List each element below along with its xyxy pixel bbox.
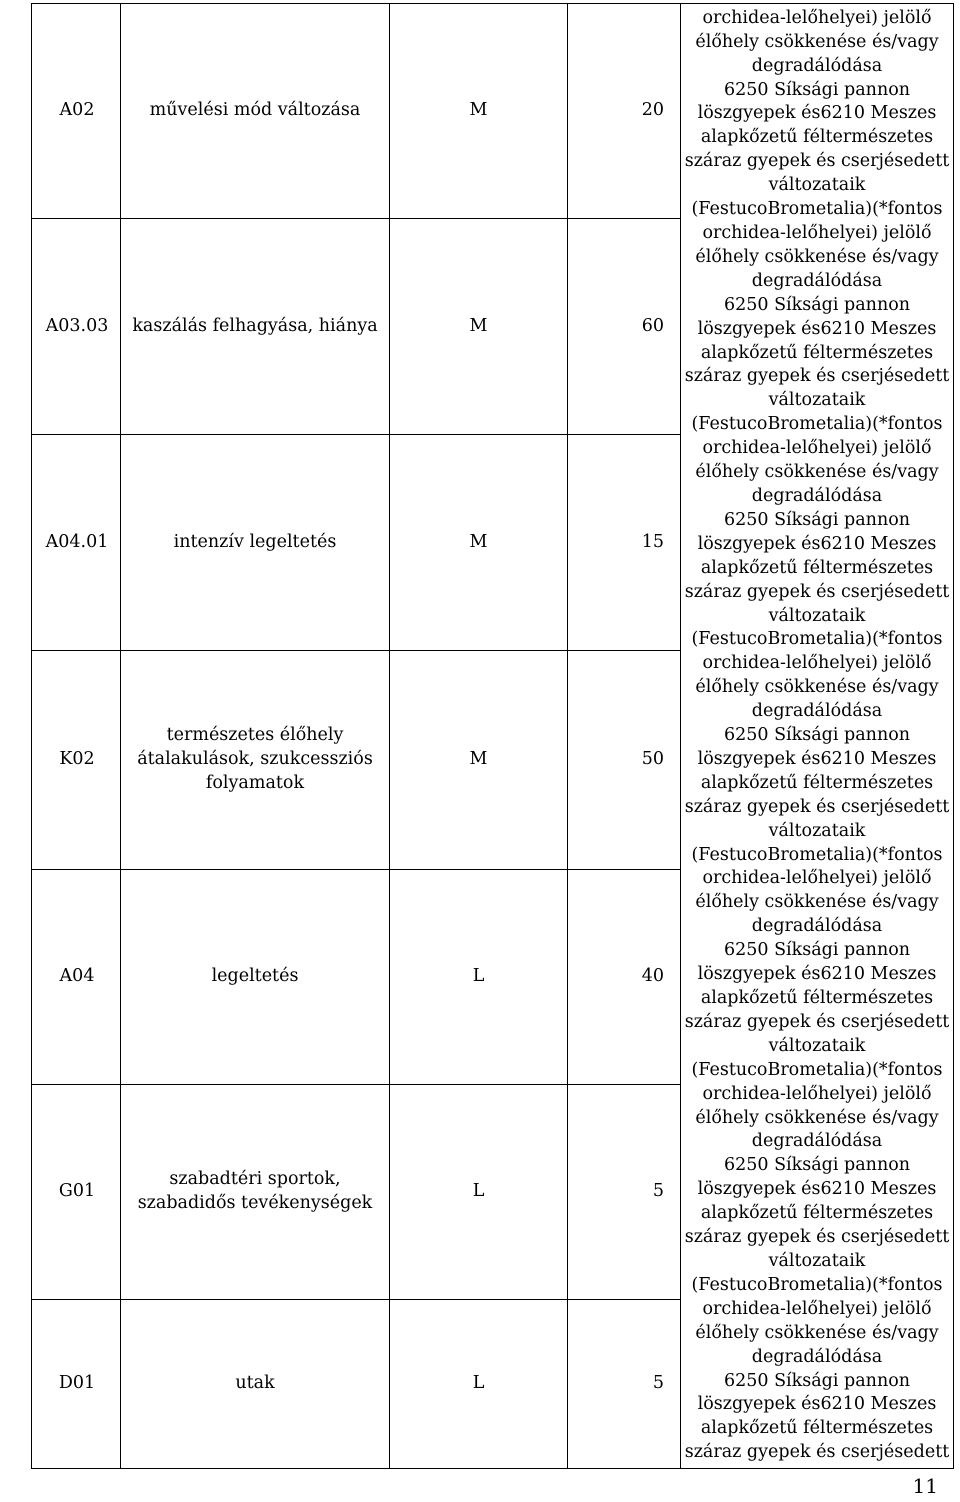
- habitat-text-line: 6250 Síksági pannon: [723, 1370, 911, 1391]
- habitat-text-line: élőhely csökkenése és/vagy: [695, 1322, 939, 1343]
- threat-percent-cell: [568, 1300, 681, 1469]
- threat-code-cell: [32, 651, 121, 870]
- threat-rank: L: [472, 966, 485, 987]
- habitat-text-line: löszgyepek és6210 Meszes: [697, 1179, 937, 1200]
- threat-percent-cell: [568, 219, 681, 435]
- threat-description: utak: [235, 1373, 275, 1394]
- habitat-text-line: száraz gyepek és cserjésedett: [684, 581, 950, 602]
- habitat-text-line: alapkőzetű féltermészetes: [700, 1203, 934, 1224]
- habitat-text-line: változataik: [768, 605, 866, 626]
- habitat-text-line: degradálódása: [751, 270, 883, 291]
- threat-code-cell: [32, 4, 121, 219]
- threat-percent: 20: [641, 100, 664, 121]
- threat-percent: 5: [652, 1373, 664, 1394]
- habitat-text-line: degradálódása: [751, 485, 883, 506]
- threat-percent: 60: [641, 315, 664, 336]
- habitat-text-line: alapkőzetű féltermészetes: [700, 988, 934, 1009]
- threat-description-cell: [121, 1300, 390, 1469]
- habitat-text-line: (FestucoBrometalia)(*fontos: [691, 1274, 943, 1295]
- affected-habitats-text: [681, 7, 953, 1465]
- habitat-text-line: 6250 Síksági pannon: [723, 725, 911, 746]
- threat-description: legeltetés: [211, 966, 299, 987]
- threat-rank-cell: [390, 870, 568, 1085]
- habitat-text-line: orchidea-lelőhelyei) jelölő: [702, 223, 932, 244]
- affected-habitats-cell: [681, 4, 954, 1469]
- threat-rank-cell: [390, 651, 568, 870]
- threat-rank-cell: [390, 1085, 568, 1300]
- habitat-text-line: löszgyepek és6210 Meszes: [697, 318, 937, 339]
- habitat-text-line: alapkőzetű féltermészetes: [700, 127, 934, 148]
- threat-description-cell: [121, 651, 390, 870]
- habitat-text-line: száraz gyepek és cserjésedett: [684, 1442, 950, 1463]
- page-number: 11: [912, 1474, 938, 1498]
- threat-description-cell: [121, 435, 390, 651]
- threat-rank: M: [469, 749, 488, 770]
- habitat-text-line: száraz gyepek és cserjésedett: [684, 151, 950, 172]
- threat-percent-cell: [568, 1085, 681, 1300]
- habitat-text-line: degradálódása: [751, 1346, 883, 1367]
- habitat-text-line: élőhely csökkenése és/vagy: [695, 677, 939, 698]
- habitat-text-line: alapkőzetű féltermészetes: [700, 772, 934, 793]
- habitat-text-line: 6250 Síksági pannon: [723, 294, 911, 315]
- threat-code: K02: [59, 749, 95, 770]
- habitat-text-line: élőhely csökkenése és/vagy: [695, 31, 939, 52]
- habitat-text-line: degradálódása: [751, 55, 883, 76]
- threat-description: művelési mód változása: [149, 100, 361, 121]
- threat-rank: M: [469, 100, 488, 121]
- threat-description-cell: [121, 1085, 390, 1300]
- habitat-text-line: változataik: [768, 1035, 866, 1056]
- habitat-text-line: löszgyepek és6210 Meszes: [697, 1394, 937, 1415]
- threat-description: kaszálás felhagyása, hiánya: [132, 315, 378, 336]
- threat-rank: M: [469, 531, 488, 552]
- habitat-text-line: degradálódása: [751, 701, 883, 722]
- threat-percent: 50: [641, 749, 664, 770]
- habitat-text-line: alapkőzetű féltermészetes: [700, 342, 934, 363]
- habitat-text-line: orchidea-lelőhelyei) jelölő: [702, 438, 932, 459]
- threat-rank-cell: [390, 219, 568, 435]
- threat-rank: L: [472, 1373, 485, 1394]
- habitat-text-line: löszgyepek és6210 Meszes: [697, 103, 937, 124]
- habitat-text-line: változataik: [768, 390, 866, 411]
- habitat-text-line: orchidea-lelőhelyei) jelölő: [702, 1083, 932, 1104]
- threat-rank-cell: [390, 4, 568, 219]
- habitat-text-line: orchidea-lelőhelyei) jelölő: [702, 7, 932, 28]
- threat-code-cell: [32, 435, 121, 651]
- habitat-text-line: élőhely csökkenése és/vagy: [695, 892, 939, 913]
- habitat-text-line: orchidea-lelőhelyei) jelölő: [702, 653, 932, 674]
- threat-code: A04: [59, 966, 95, 987]
- habitat-text-line: 6250 Síksági pannon: [723, 509, 911, 530]
- habitat-text-line: élőhely csökkenése és/vagy: [695, 246, 939, 267]
- threat-rank-cell: [390, 435, 568, 651]
- habitat-text-line: löszgyepek és6210 Meszes: [697, 964, 937, 985]
- habitat-text-line: degradálódása: [751, 916, 883, 937]
- threat-percent-cell: [568, 435, 681, 651]
- threat-description: intenzív legeltetés: [173, 531, 337, 552]
- threat-description-cell: [121, 219, 390, 435]
- threat-percent-cell: [568, 4, 681, 219]
- table-row: [32, 4, 954, 219]
- threat-percent-cell: [568, 870, 681, 1085]
- habitat-text-line: orchidea-lelőhelyei) jelölő: [702, 868, 932, 889]
- habitat-text-line: alapkőzetű féltermészetes: [700, 557, 934, 578]
- habitat-text-line: (FestucoBrometalia)(*fontos: [691, 414, 943, 435]
- habitat-text-line: száraz gyepek és cserjésedett: [684, 1227, 950, 1248]
- threat-percent-cell: [568, 651, 681, 870]
- habitat-text-line: 6250 Síksági pannon: [723, 940, 911, 961]
- habitat-text-line: orchidea-lelőhelyei) jelölő: [702, 1298, 932, 1319]
- threat-code-cell: [32, 1300, 121, 1469]
- threat-code-cell: [32, 1085, 121, 1300]
- habitat-text-line: változataik: [768, 1250, 866, 1271]
- threat-description: szabadtéri sportok, szabadidős tevékenységek: [137, 1169, 373, 1213]
- habitat-text-line: 6250 Síksági pannon: [723, 79, 911, 100]
- threat-code: A03.03: [45, 315, 109, 336]
- habitat-text-line: 6250 Síksági pannon: [723, 1155, 911, 1176]
- threat-percent: 40: [641, 966, 664, 987]
- threat-code-cell: [32, 870, 121, 1085]
- threat-code: D01: [58, 1373, 96, 1394]
- habitat-text-line: változataik: [768, 820, 866, 841]
- threat-description-cell: [121, 4, 390, 219]
- threat-description: természetes élőhely átalakulások, szukcessziós folyamatok: [137, 725, 373, 793]
- habitat-text-line: élőhely csökkenése és/vagy: [695, 1107, 939, 1128]
- habitat-text-line: változataik: [768, 175, 866, 196]
- threat-code: A04.01: [45, 531, 109, 552]
- threat-code: G01: [58, 1181, 96, 1202]
- habitat-text-line: (FestucoBrometalia)(*fontos: [691, 1059, 943, 1080]
- habitat-text-line: (FestucoBrometalia)(*fontos: [691, 844, 943, 865]
- habitat-text-line: löszgyepek és6210 Meszes: [697, 533, 937, 554]
- habitat-text-line: löszgyepek és6210 Meszes: [697, 748, 937, 769]
- habitat-text-line: (FestucoBrometalia)(*fontos: [691, 199, 943, 220]
- threat-rank-cell: [390, 1300, 568, 1469]
- habitat-text-line: degradálódása: [751, 1131, 883, 1152]
- threat-code: A02: [59, 100, 95, 121]
- threat-rank: M: [469, 315, 488, 336]
- habitat-text-line: alapkőzetű féltermészetes: [700, 1418, 934, 1439]
- threat-percent: 5: [652, 1181, 664, 1202]
- habitat-text-line: száraz gyepek és cserjésedett: [684, 796, 950, 817]
- habitat-text-line: száraz gyepek és cserjésedett: [684, 366, 950, 387]
- threat-description-cell: [121, 870, 390, 1085]
- habitat-text-line: élőhely csökkenése és/vagy: [695, 462, 939, 483]
- habitat-text-line: (FestucoBrometalia)(*fontos: [691, 629, 943, 650]
- threat-code-cell: [32, 219, 121, 435]
- threats-table: [31, 3, 954, 1469]
- threat-percent: 15: [641, 531, 664, 552]
- habitat-text-line: száraz gyepek és cserjésedett: [684, 1011, 950, 1032]
- threat-rank: L: [472, 1181, 485, 1202]
